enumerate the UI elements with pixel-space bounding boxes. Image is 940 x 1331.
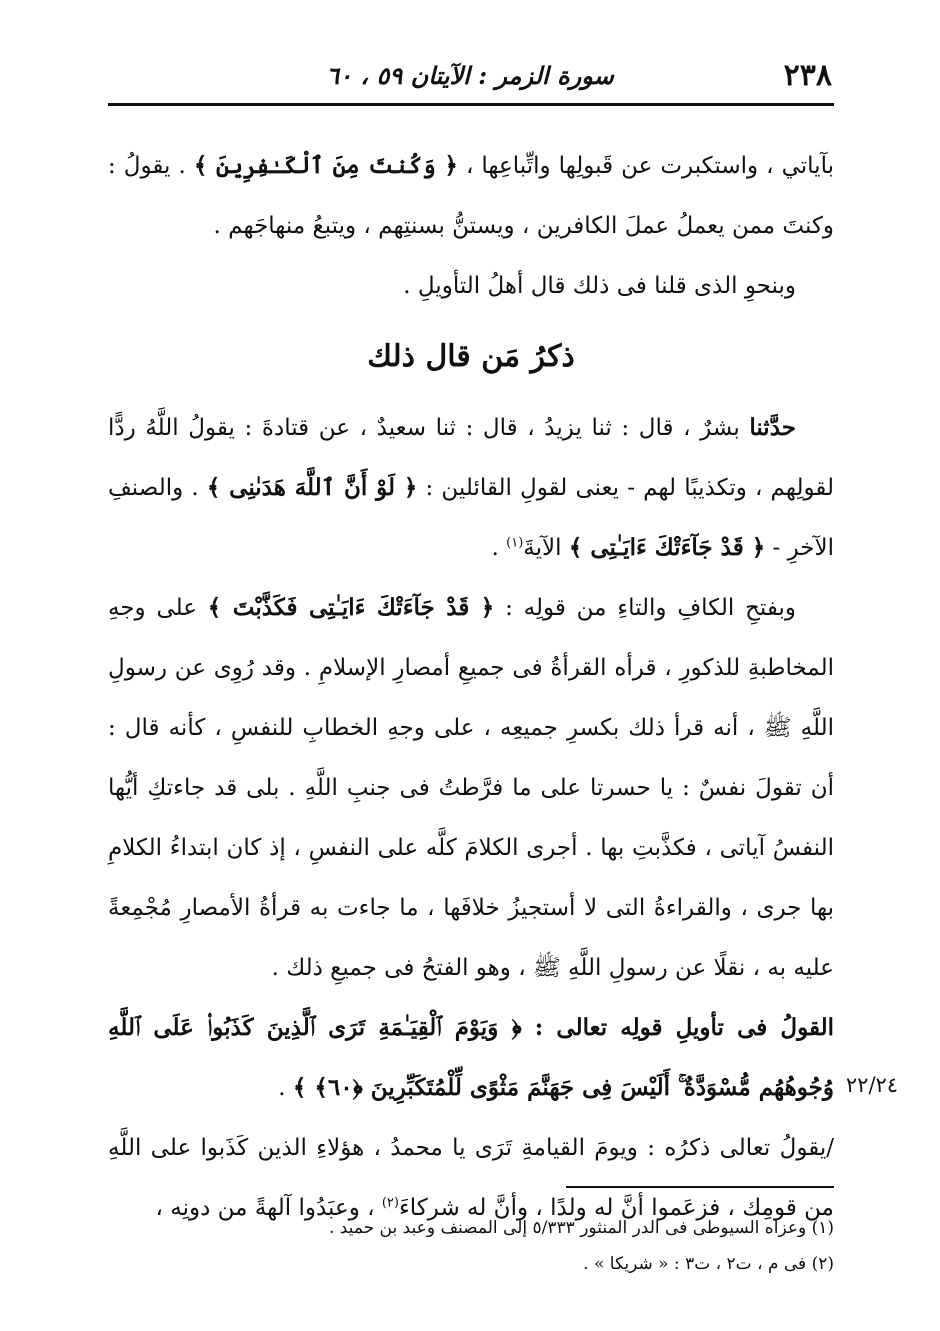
running-title: سورة الزمر : الآيتان ٥٩ ، ٦٠ bbox=[326, 61, 614, 90]
text-run: الآيةَ bbox=[523, 535, 569, 561]
footnotes bbox=[108, 1210, 834, 1282]
paragraph bbox=[108, 998, 834, 1118]
body-text-top bbox=[108, 136, 834, 316]
footnote-reference: (١) bbox=[506, 535, 524, 551]
text-run: بآياتي ، واستكبرت عن قَبولِها واتِّباعِها ، bbox=[457, 153, 834, 179]
paragraph bbox=[108, 578, 834, 998]
text-run: وبنحوِ الذى قلنا فى ذلك قال أهلُ التأويلِ . bbox=[403, 273, 796, 299]
header-rule bbox=[108, 103, 834, 106]
footnote-rule bbox=[566, 1186, 834, 1188]
paragraph bbox=[108, 398, 834, 578]
text-run: وبفتحِ الكافِ والتاءِ من قولِه : bbox=[494, 595, 796, 621]
text-run: بشرٌ ، قال : ثنا يزيدُ ، قال : ثنا سعيدٌ ، عن قتادةَ : يقولُ اللَّهُ ردًّا لقولِهم ، وتكذيبًا لهم - يعنى لقولِ القائلين : bbox=[108, 415, 834, 501]
paragraph bbox=[108, 256, 834, 316]
section-title: ذكرُ مَن قال ذلك bbox=[367, 339, 575, 374]
quran-verse: ﴿ قَدْ جَآءَتْكَ ءَايَـٰتِى فَكَذَّبْتَ ﴾ bbox=[207, 594, 495, 621]
text-run: على وجهِ المخاطبةِ للذكورِ ، قرأه القرأةُ فى جميعِ أمصارِ الإسلامِ . وقد رُوِى عن رسولِ اللَّهِ ﷺ ، أنه قرأ ذلك بكسرِ جميعِه ، على وجهِ الخطابِ للنفسِ ، كأنه قال : أن تقولَ نفسٌ : يا حسرتا على ما فرَّطتُ فى جنبِ اللَّهِ . بلى قد جاءتكِ أيُّها النفسُ آياتى ، فكذَّبتِ بها . أجرى الكلامَ كلَّه على النفسِ ، إذ كان ابتداءُ الكلامِ بها جرى ، والقراءةُ التى لا أستجيزُ خلافَها ، ما جاءت به قرأةُ الأمصارِ مُجْمِعةً عليه به ، نقلًا عن رسولِ اللَّهِ ﷺ ، وهو الفتحُ فى جميعِ ذلك . bbox=[108, 595, 834, 981]
quran-verse: ﴿ لَوْ أَنَّ ٱللَّهَ هَدَىٰنِى ﴾ bbox=[206, 474, 418, 501]
text-run: . والصنفِ الآخرِ - bbox=[108, 475, 834, 561]
footnote: (١) وعزاه السيوطى فى الدر المنثور ٥/٣٣٣ إلى المصنف وعبد بن حميد . bbox=[328, 1218, 834, 1238]
quran-verse: ﴿ قَدْ جَآءَتْكَ ءَايَـٰتِى ﴾ bbox=[568, 534, 766, 561]
text-run: /يقولُ تعالى ذكرُه : ويومَ القيامةِ تَرَى يا محمدُ ، هؤلاءِ الذين كَذَبوا على اللَّهِ من قومِك ، فزعَموا أنَّ له ولدًا ، وأنَّ له شركاءَ bbox=[108, 1135, 834, 1221]
page-number: ٢٣٨ bbox=[783, 58, 832, 93]
footnote: (٢) فى م ، ت٢ ، ت٣ : « شريكا » . bbox=[583, 1254, 834, 1274]
paragraph bbox=[108, 136, 834, 256]
text-run: ، وعبَدُوا آلهةً من دونِه ، bbox=[155, 1195, 382, 1221]
body-text-main bbox=[108, 398, 834, 1238]
text-run: . bbox=[278, 1075, 293, 1101]
footnote-reference: (٢) bbox=[381, 1195, 399, 1211]
quran-verse: ﴿ وَيَوْمَ ٱلْقِيَـٰمَةِ تَرَى ٱلَّذِينَ كَذَبُوا۟ عَلَى ٱللَّهِ وُجُوهُهُم مُّسْوَدَّةٌ ۚ أَلَيْسَ فِى جَهَنَّمَ مَثْوًى لِّلْمُتَكَبِّرِينَ ﴿٦٠﴾ ﴾ bbox=[108, 1014, 834, 1101]
bold-text: القولُ فى تأويلِ قولِه تعالى : bbox=[521, 1014, 834, 1041]
margin-reference: ٢٢/٢٤ bbox=[845, 1073, 899, 1097]
quran-verse: ﴿ وَكُنتَ مِنَ ٱلْكَـٰفِرِينَ ﴾ bbox=[193, 152, 458, 179]
text-run: . يقولُ : وكنتَ ممن يعملُ عملَ الكافرين ، ويستنُّ بسنتِهم ، ويتبعُ منهاجَهم . bbox=[108, 153, 834, 239]
bold-text: حدَّثنا bbox=[749, 414, 796, 441]
text-run: . bbox=[491, 535, 507, 561]
